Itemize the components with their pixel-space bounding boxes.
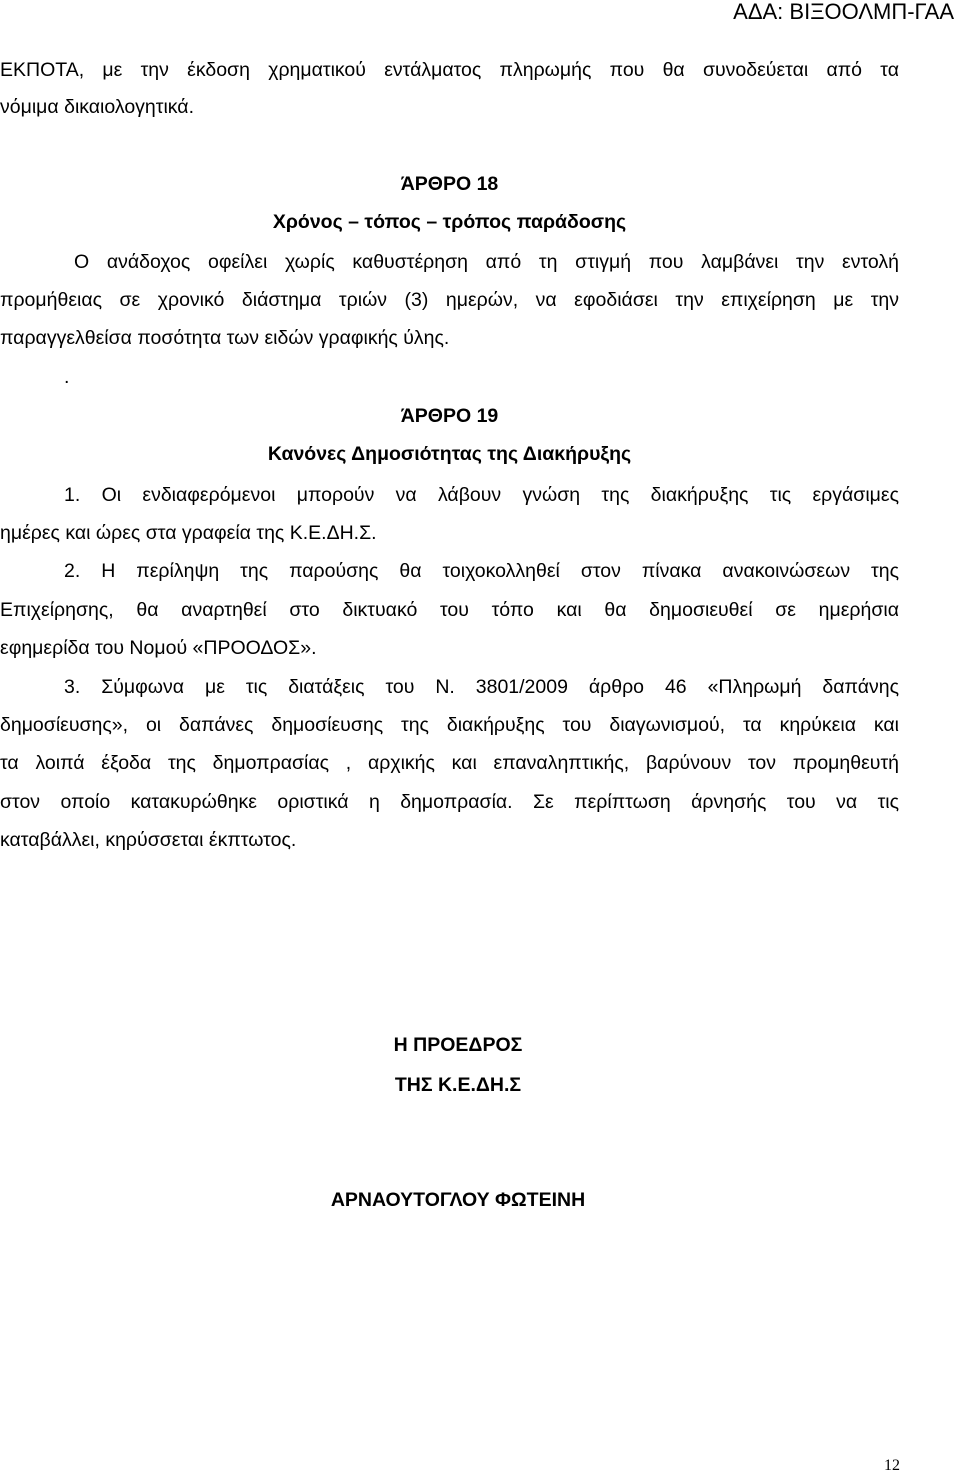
article-19-number: ΆΡΘΡΟ 19 bbox=[400, 405, 499, 427]
article-19-p2-line-2: Επιχείρησης, θα αναρτηθεί στο δικτυακό του τόπο και θα δημοσιευθεί σε ημερήσια bbox=[0, 599, 899, 621]
article-19-p3-line-1: 3. Σύμφωνα με τις διατάξεις του Ν. 3801/2009 άρθρο 46 «Πληρωμή δαπάνης bbox=[64, 676, 899, 698]
article-19-p3-line-5: καταβάλλει, κηρύσσεται έκπτωτος. bbox=[0, 829, 297, 851]
stray-dot: . bbox=[64, 366, 70, 388]
article-19-p1-line-2: ημέρες και ώρες στα γραφεία της Κ.Ε.ΔΗ.Σ. bbox=[0, 522, 377, 544]
article-19-p2-line-3: εφημερίδα του Νομού «ΠΡΟΟΔΟΣ». bbox=[0, 637, 317, 659]
article-18-number: ΆΡΘΡΟ 18 bbox=[400, 173, 499, 195]
article-19-p3-line-4: στον οποίο κατακυρώθηκε οριστικά η δημοπρασία. Σε περίπτωση άρνησής του να τις bbox=[0, 791, 899, 813]
intro-line-1: ΕΚΠΟΤΑ, με την έκδοση χρηματικού εντάλματος πληρωμής που θα συνοδεύεται από τα bbox=[0, 59, 899, 81]
article-19-p2-line-1: 2. Η περίληψη της παρούσης θα τοιχοκολληθεί στον πίνακα ανακοινώσεων της bbox=[64, 560, 899, 582]
article-19-p3-line-3: τα λοιπά έξοδα της δημοπρασίας , αρχικής και επαναληπτικής, βαρύνουν τον προμηθευτή bbox=[0, 752, 899, 774]
article-18-line-1: Ο ανάδοχος οφείλει χωρίς καθυστέρηση από τη στιγμή που λαμβάνει την εντολή bbox=[74, 251, 899, 273]
intro-line-2: νόμιμα δικαιολογητικά. bbox=[0, 96, 195, 118]
article-18-line-2: προμήθειας σε χρονικό διάστημα τριών (3) ημερών, να εφοδιάσει την επιχείρηση με την bbox=[0, 289, 899, 311]
article-19-p1-line-1: 1. Οι ενδιαφερόμενοι μπορούν να λάβουν γνώση της διακήρυξης τις εργάσιμες bbox=[64, 484, 899, 506]
signature-org: ΤΗΣ Κ.Ε.ΔΗ.Σ bbox=[394, 1074, 522, 1096]
article-19-p3-line-2: δημοσίευσης», οι δαπάνες δημοσίευσης της διακήρυξης του διαγωνισμού, τα κηρύκεια και bbox=[0, 714, 899, 736]
article-18-line-3: παραγγελθείσα ποσότητα των ειδών γραφικής ύλης. bbox=[0, 327, 450, 349]
signature-name: ΑΡΝΑΟΥΤΟΓΛΟΥ ΦΩΤΕΙΝΗ bbox=[330, 1189, 586, 1211]
signature-role: Η ΠΡΟΕΔΡΟΣ bbox=[393, 1034, 523, 1056]
article-18-title: Χρόνος – τόπος – τρόπος παράδοσης bbox=[272, 211, 627, 233]
ada-code: ΑΔΑ: ΒΙΞΟΟΛΜΠ-ΓΑΑ bbox=[733, 0, 954, 24]
page-number: 12 bbox=[884, 1457, 900, 1474]
article-19-title: Κανόνες Δημοσιότητας της Διακήρυξης bbox=[267, 443, 632, 465]
